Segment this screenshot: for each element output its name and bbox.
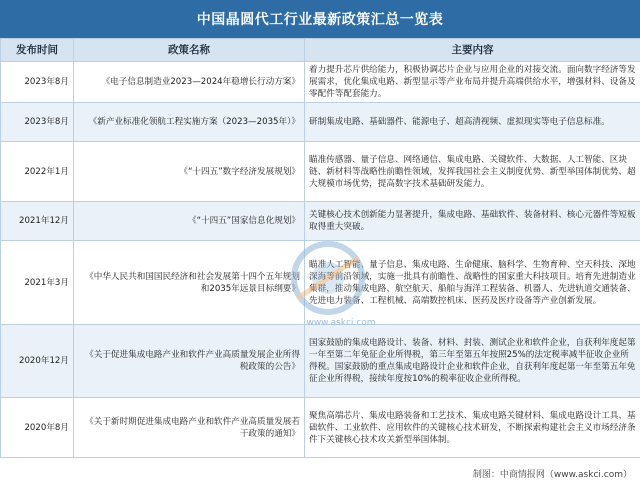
row-date: 2020年8月 — [1, 398, 74, 458]
footer-credit — [0, 464, 640, 487]
page-title: 中国晶圆代工行业最新政策汇总一览表 — [0, 0, 640, 38]
policy-table — [0, 38, 640, 458]
footer-text: 制图：中商情报网（www.askci.com） — [472, 470, 632, 480]
header-date: 发布时间 — [1, 39, 74, 62]
header-policy-name: 政策名称 — [74, 39, 305, 62]
row-date: 2023年8月 — [1, 62, 74, 103]
row-date: 2022年1月 — [1, 142, 74, 202]
row-date: 2021年12月 — [1, 202, 74, 241]
row-policy-name: 《新产业标准化领航工程实施方案（2023—2035年）》 — [74, 103, 305, 142]
table-row — [1, 202, 640, 241]
table-row — [1, 142, 640, 202]
row-content: 聚焦高端芯片、集成电路装备和工艺技术、集成电路关键材料、集成电路设计工具、基础软件、工业软件、应用软件的关键核心技术研发，不断探索构建社会主义市场经济条件下关键核心技术攻关新型举国体制。 — [305, 398, 640, 458]
table-row — [1, 325, 640, 398]
watermark-text: www.askci.com — [306, 318, 376, 328]
table-row — [1, 103, 640, 142]
row-date: 2021年3月 — [1, 241, 74, 325]
header-main-content: 主要内容 — [305, 39, 640, 62]
row-policy-name: 《“十四五”国家信息化规划》 — [74, 202, 305, 241]
table-row — [1, 62, 640, 103]
row-policy-name: 《“十四五”数字经济发展规划》 — [74, 142, 305, 202]
row-content: 瞄准人工智能、量子信息、集成电路、生命健康、脑科学、生物育种、空天科技、深地深海等前沿领域，实施一批具有前瞻性、战略性的国家重大科技项目。培育先进制造业集群，推动集成电路、航空航天、船舶与海洋工程装备、机器人、先进轨道交通装备、先进电力装备、工程机械、高端数控机床、医药及医疗设备等产业创新发展。 — [305, 241, 640, 325]
row-content: 国家鼓励的集成电路设计、装备、材料、封装、测试企业和软件企业，自获利年度起第一年至第二年免征企业所得税，第三年至第五年按照25%的法定税率减半征收企业所得税。国家鼓励的重点集成电路设计企业和软件企业，自获利年度起第一年至第五年免征企业所得税，接续年度按10%的税率征收企业所得税。 — [305, 325, 640, 398]
row-content: 瞄准传感器、量子信息、网络通信、集成电路、关键软件、大数据、人工智能、区块链、新材料等战略性前瞻性领域，发挥我国社会主义制度优势、新型举国体制优势、超大规模市场优势，提高数字技术基础研发能力。 — [305, 142, 640, 202]
row-date: 2023年8月 — [1, 103, 74, 142]
row-policy-name: 《关于新时期促进集成电路产业和软件产业高质量发展若干政策的通知》 — [74, 398, 305, 458]
row-content: 着力提升芯片供给能力，积极协调芯片企业与应用企业的对接交流。面向数字经济等发展需求，优化集成电路、新型显示等产业布局并提升高端供给水平，增强材料、设备及零配件等配套能力。 — [305, 62, 640, 103]
row-policy-name: 《电子信息制造业2023—2024年稳增长行动方案》 — [74, 62, 305, 103]
row-policy-name: 《关于促进集成电路产业和软件产业高质量发展企业所得税政策的公告》 — [74, 325, 305, 398]
table-row — [1, 241, 640, 325]
table-row — [1, 398, 640, 458]
row-content: 关键核心技术创新能力显著提升，集成电路、基础软件、装备材料、核心元器件等短板取得重大突破。 — [305, 202, 640, 241]
row-date: 2020年12月 — [1, 325, 74, 398]
row-policy-name: 《中华人民共和国国民经济和社会发展第十四个五年规划和2035年远景目标纲要》 — [74, 241, 305, 325]
table-header-row — [1, 39, 640, 62]
row-content: 研制集成电路、基础器件、能源电子、超高清视频、虚拟现实等电子信息标准。 — [305, 103, 640, 142]
